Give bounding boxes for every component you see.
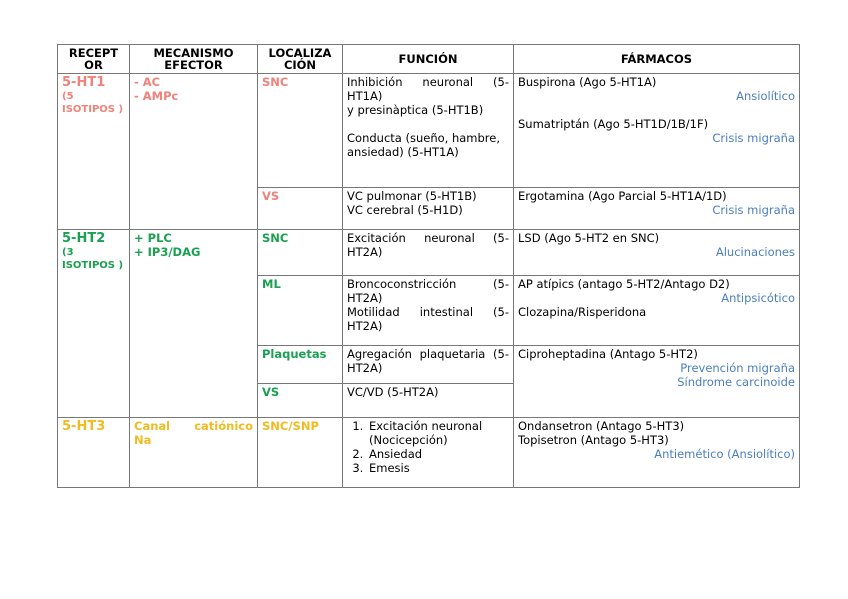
location-cell: ML [258,276,343,346]
function-item: Excitación neuronal (5-HT2A) [347,231,509,259]
drug-name: Clozapina/Risperidona [518,305,647,319]
header-receptor: RECEPT OR [58,45,130,74]
location-cell: VS [258,188,343,230]
mechanism-item: - AMPc [134,89,179,103]
drugs-cell [514,74,800,188]
header-drugs: FÁRMACOS [514,45,800,74]
function-cell [343,74,514,188]
header-function: FUNCIÓN [343,45,514,74]
function-item: Broncoconstricción (5-HT2A) [347,277,509,305]
table-row [58,418,800,488]
drug-use: Ansiolítico [736,89,795,103]
receptor-name: 5-HT1 [62,75,106,90]
drug-name: Ondansetron (Antago 5-HT3) [518,419,685,433]
location-cell: VS [258,384,343,418]
drug-use: Crisis migraña [712,131,795,145]
drug-use: Síndrome carcinoide [677,375,795,389]
list-item: 3. Emesis [367,461,509,475]
function-item: Conducta (sueño, hambre, ansiedad) (5-HT1A) [347,131,500,159]
function-item: VC/VD (5-HT2A) [347,385,439,399]
drugs-cell [514,230,800,276]
list-item: 2. Ansiedad [367,447,509,461]
function-item: VC cerebral (5-H1D) [347,203,463,217]
function-item: Inhibición neuronal (5-HT1A) [347,75,509,103]
function-cell [343,276,514,346]
mechanism-cell-5ht3: Canal catiónico Na [130,418,258,488]
location-cell: Plaquetas [258,346,343,384]
mechanism-cell-5ht1 [130,74,258,230]
receptor-cell-5ht1 [58,74,130,230]
mechanism-item: + IP3/DAG [134,245,201,259]
function-item: y presinàptica (5-HT1B) [347,103,484,117]
drug-use: Alucinaciones [715,245,795,259]
location-cell: SNC [258,230,343,276]
header-row [58,45,800,74]
drugs-cell [514,346,800,418]
receptor-cell-5ht3 [58,418,130,488]
function-cell [343,384,514,418]
mechanism-item: - AC [134,75,161,89]
location-cell: SNC [258,74,343,188]
function-cell [343,230,514,276]
receptor-name: 5-HT2 [62,231,106,246]
drug-name: Sumatriptán (Ago 5-HT1D/1B/1F) [518,117,709,131]
table-row [58,230,800,276]
function-list [347,419,509,475]
function-cell [343,418,514,488]
function-item: Agregación plaquetaria (5-HT2A) [347,347,509,375]
drug-name: AP atípics (antago 5-HT2/Antago D2) [518,277,730,291]
receptor-cell-5ht2 [58,230,130,418]
drug-use: Antipsicótico [721,291,795,305]
drugs-cell [514,276,800,346]
drug-use: Antiemético (Ansiolítico) [654,447,795,461]
function-cell [343,188,514,230]
table-row [58,74,800,188]
drug-name: LSD (Ago 5-HT2 en SNC) [518,231,660,245]
location-cell: SNC/SNP [258,418,343,488]
isotypes-label: (3 ISOTIPOS ) [62,247,124,271]
drug-name: Topisetron (Antago 5-HT3) [518,433,669,447]
drugs-cell [514,188,800,230]
drugs-cell [514,418,800,488]
drug-name: Buspirona (Ago 5-HT1A) [518,75,657,89]
isotypes-label: (5 ISOTIPOS ) [62,91,124,115]
mechanism-cell-5ht2 [130,230,258,418]
mechanism-item: + PLC [134,231,172,245]
drug-use: Crisis migraña [712,203,795,217]
receptor-name: 5-HT3 [62,419,106,434]
drug-use: Prevención migraña [680,361,795,375]
header-location: LOCALIZA CIÓN [258,45,343,74]
drug-name: Ciproheptadina (Antago 5-HT2) [518,347,698,361]
drug-name: Ergotamina (Ago Parcial 5-HT1A/1D) [518,189,727,203]
function-item: Motilidad intestinal (5-HT2A) [347,305,509,333]
function-cell [343,346,514,384]
header-mechanism: MECANISMO EFECTOR [130,45,258,74]
list-item: 1. Excitación neuronal (Nocicepción) [367,419,509,447]
function-item: VC pulmonar (5-HT1B) [347,189,477,203]
serotonin-receptor-table [57,44,800,488]
